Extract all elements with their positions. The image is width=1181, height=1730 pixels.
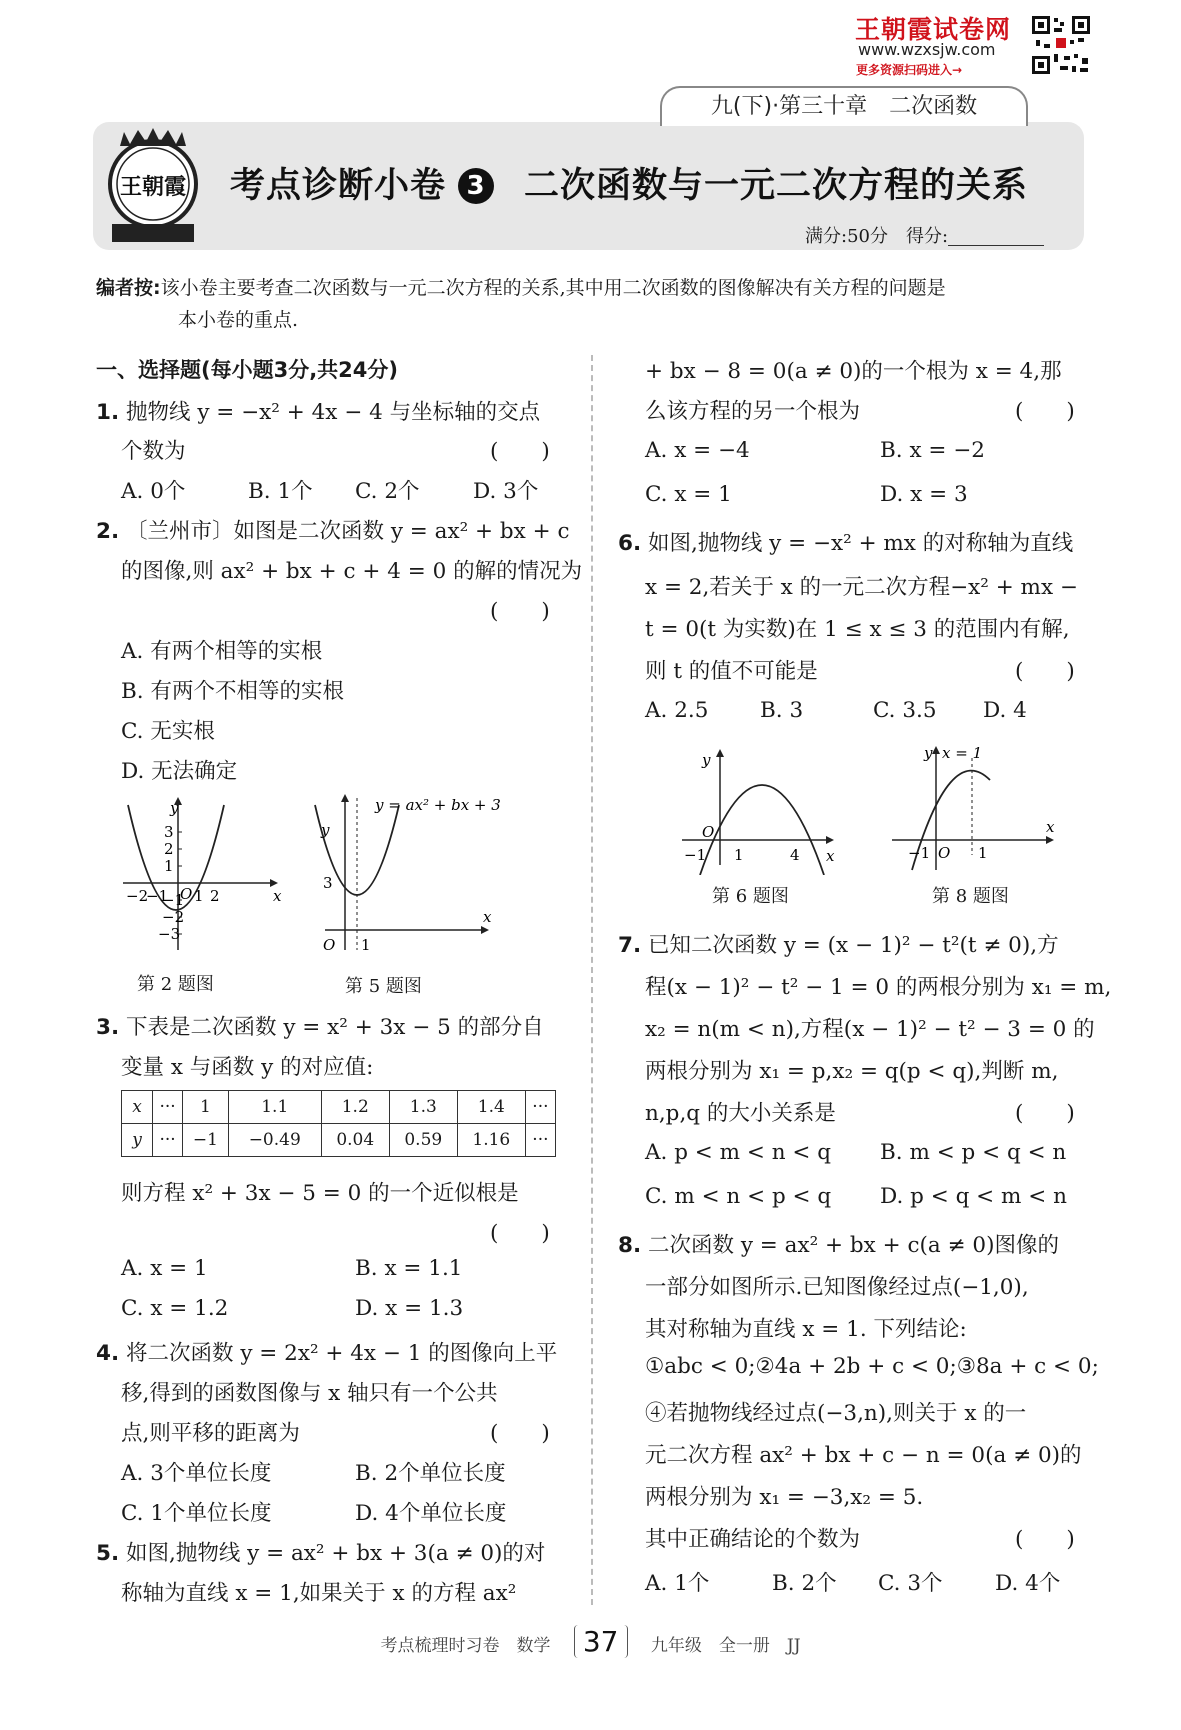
q5-option-d[interactable]: D. x = 3 — [880, 482, 968, 507]
q8-line5: ④若抛物线经过点(−3,n),则关于 x 的一 — [645, 1401, 1027, 1426]
fig6-caption: 第 6 题图 — [712, 886, 789, 907]
column-divider — [591, 355, 593, 1605]
q1-line1: 1. 抛物线 y = −x² + 4x − 4 与坐标轴的交点 — [96, 400, 541, 425]
q5-line3: + bx − 8 = 0(a ≠ 0)的一个根为 x = 4,那 — [645, 359, 1062, 384]
q6-figure — [680, 745, 845, 875]
q8-line2: 一部分如图所示.已知图像经过点(−1,0), — [645, 1275, 1029, 1300]
fig6-tick: −1 — [684, 846, 707, 864]
q6-answer-blank[interactable]: ( ) — [1015, 659, 1075, 684]
q7-line5: n,p,q 的大小关系是 — [645, 1101, 836, 1126]
page-title — [230, 158, 1028, 208]
page-number: 37 — [574, 1625, 628, 1658]
editor-line2: 本小卷的重点. — [178, 309, 299, 331]
section-heading: 一、选择题(每小题3分,共24分) — [96, 358, 399, 382]
fig2-origin: O — [180, 885, 193, 903]
fig5-caption: 第 5 题图 — [345, 976, 422, 997]
q4-line1: 4. 将二次函数 y = 2x² + 4x − 1 的图像向上平 — [96, 1341, 558, 1366]
q7-line4: 两根分别为 x₁ = p,x₂ = q(p < q),判断 m, — [645, 1059, 1059, 1084]
fig5-equation: y = ax² + bx + 3 — [375, 796, 501, 814]
q6-line1: 6. 如图,抛物线 y = −x² + mx 的对称轴为直线 — [618, 531, 1074, 556]
chapter-label: 九(下)·第三十章 二次函数 — [660, 86, 1028, 126]
brand-note: 更多资源扫码进入→ — [856, 63, 963, 77]
q3-line2: 变量 x 与函数 y 的对应值: — [121, 1055, 374, 1080]
fig5-tick: 1 — [361, 936, 371, 954]
q7-option-b[interactable]: B. m < p < q < n — [880, 1140, 1067, 1165]
fig2-tick-y: −3 — [158, 925, 181, 943]
q5-option-b[interactable]: B. x = −2 — [880, 438, 985, 463]
fig5-x-label: x — [483, 908, 492, 926]
table-row — [122, 1124, 556, 1157]
table-cell: 1.3 — [389, 1091, 457, 1124]
q5-answer-blank[interactable]: ( ) — [1015, 399, 1075, 424]
fig2-tick-y: −1 — [162, 891, 185, 909]
fig2-tick-x: 2 — [210, 887, 220, 905]
q7-line1: 7. 已知二次函数 y = (x − 1)² − t²(t ≠ 0),方 — [618, 933, 1059, 958]
q4-option-b[interactable]: B. 2个单位长度 — [355, 1461, 506, 1486]
score-label: 得分: — [905, 226, 949, 247]
q8-option-b[interactable]: B. 2个 — [772, 1571, 837, 1596]
score-blank[interactable] — [948, 227, 1044, 246]
q1-line2: 个数为 — [121, 439, 186, 464]
q5-line1: 5. 如图,抛物线 y = ax² + bx + 3(a ≠ 0)的对 — [96, 1541, 546, 1566]
q2-option-a[interactable]: A. 有两个相等的实根 — [121, 639, 323, 664]
table-cell: −1 — [183, 1124, 229, 1157]
q6-option-c[interactable]: C. 3.5 — [873, 698, 937, 723]
editor-note — [96, 272, 1088, 336]
q4-option-d[interactable]: D. 4个单位长度 — [355, 1501, 507, 1526]
q1-option-d[interactable]: D. 3个 — [473, 479, 539, 504]
fig2-tick-y: −2 — [162, 908, 185, 926]
q6-line4: 则 t 的值不可能是 — [645, 659, 818, 684]
q6-line2: x = 2,若关于 x 的一元二次方程−x² + mx − — [645, 575, 1078, 600]
fig2-tick-y: 1 — [164, 857, 174, 875]
table-row — [122, 1091, 556, 1124]
q3-option-d[interactable]: D. x = 1.3 — [355, 1296, 464, 1321]
q2-figure — [118, 795, 288, 955]
q2-answer-blank[interactable]: ( ) — [490, 599, 550, 624]
publisher-seal-icon — [104, 128, 202, 246]
q6-option-d[interactable]: D. 4 — [983, 698, 1027, 723]
table-cell: x — [122, 1091, 153, 1124]
fig8-origin: O — [938, 844, 951, 862]
table-cell: 1 — [183, 1091, 229, 1124]
q7-answer-blank[interactable]: ( ) — [1015, 1101, 1075, 1126]
q3-line3: 则方程 x² + 3x − 5 = 0 的一个近似根是 — [121, 1181, 519, 1206]
fig8-axis-label: x = 1 — [942, 744, 983, 762]
q8-option-c[interactable]: C. 3个 — [878, 1571, 943, 1596]
table-cell: 1.16 — [457, 1124, 525, 1157]
q7-line2: 程(x − 1)² − t² − 1 = 0 的两根分别为 x₁ = m, — [645, 975, 1112, 1000]
q1-option-a[interactable]: A. 0个 — [121, 479, 186, 504]
score-line — [805, 222, 1044, 248]
q8-option-a[interactable]: A. 1个 — [645, 1571, 710, 1596]
q2-option-b[interactable]: B. 有两个不相等的实根 — [121, 679, 344, 704]
fig6-y-label: y — [702, 751, 711, 769]
q3-answer-blank[interactable]: ( ) — [490, 1221, 550, 1246]
fig5-tick: 3 — [323, 874, 333, 892]
fig2-x-label: x — [273, 887, 282, 905]
value-table — [121, 1090, 556, 1157]
fig2-tick-y: 2 — [164, 840, 174, 858]
table-cell: ··· — [525, 1124, 555, 1157]
q8-line1: 8. 二次函数 y = ax² + bx + c(a ≠ 0)图像的 — [618, 1233, 1059, 1258]
q2-option-d[interactable]: D. 无法确定 — [121, 759, 238, 784]
table-cell: 1.1 — [228, 1091, 321, 1124]
q1-option-b[interactable]: B. 1个 — [248, 479, 313, 504]
q1-option-c[interactable]: C. 2个 — [355, 479, 420, 504]
q5-line2: 称轴为直线 x = 1,如果关于 x 的方程 ax² — [121, 1581, 517, 1606]
fig2-tick-x: −1 — [146, 887, 169, 905]
table-cell: −0.49 — [228, 1124, 321, 1157]
q2-line1: 2. 〔兰州市〕如图是二次函数 y = ax² + bx + c — [96, 519, 570, 544]
q7-option-d[interactable]: D. p < q < m < n — [880, 1184, 1067, 1209]
q6-option-a[interactable]: A. 2.5 — [645, 698, 709, 723]
q1-answer-blank[interactable]: ( ) — [490, 439, 550, 464]
table-cell: ··· — [525, 1091, 555, 1124]
fig5-y-label: y — [321, 821, 330, 839]
q7-line3: x₂ = n(m < n),方程(x − 1)² − t² − 3 = 0 的 — [645, 1017, 1095, 1042]
q8-option-d[interactable]: D. 4个 — [995, 1571, 1061, 1596]
q4-option-a[interactable]: A. 3个单位长度 — [121, 1461, 272, 1486]
q7-option-c[interactable]: C. m < n < p < q — [645, 1184, 832, 1209]
q4-line3: 点,则平移的距离为 — [121, 1421, 300, 1446]
q4-option-c[interactable]: C. 1个单位长度 — [121, 1501, 272, 1526]
page-footer — [0, 1625, 1181, 1658]
q2-line2: 的图像,则 ax² + bx + c + 4 = 0 的解的情况为 — [121, 559, 583, 584]
editor-label: 编者按: — [96, 277, 161, 299]
footer-left: 考点梳理时习卷 数学 — [380, 1636, 551, 1656]
q5-option-a[interactable]: A. x = −4 — [645, 438, 750, 463]
fig6-tick: 4 — [790, 846, 800, 864]
q8-figure — [890, 740, 1065, 875]
fig2-y-label: y — [170, 799, 179, 817]
q4-line2: 移,得到的函数图像与 x 轴只有一个公共 — [121, 1381, 498, 1406]
q3-line1: 3. 下表是二次函数 y = x² + 3x − 5 的部分自 — [96, 1015, 544, 1040]
q8-line8: 其中正确结论的个数为 — [645, 1527, 861, 1552]
table-cell: ··· — [153, 1091, 183, 1124]
fig8-tick: 1 — [978, 844, 988, 862]
footer-right: 九年级 全一册 JJ — [650, 1636, 801, 1656]
q8-line7: 两根分别为 x₁ = −3,x₂ = 5. — [645, 1485, 924, 1510]
full-score: 满分:50分 — [805, 226, 888, 247]
q6-line3: t = 0(t 为实数)在 1 ≤ x ≤ 3 的范围内有解, — [645, 617, 1070, 642]
fig5-origin: O — [323, 936, 336, 954]
q8-answer-blank[interactable]: ( ) — [1015, 1527, 1075, 1552]
fig2-tick-x: 1 — [194, 887, 204, 905]
q5-figure — [305, 790, 520, 955]
table-cell: 0.59 — [389, 1124, 457, 1157]
q3-option-a[interactable]: A. x = 1 — [121, 1256, 208, 1281]
q8-line4: ①abc < 0;②4a + 2b + c < 0;③8a + c < 0; — [645, 1354, 1099, 1379]
title-prefix: 考点诊断小卷 — [230, 166, 447, 206]
parabola — [700, 785, 824, 875]
fig2-tick-x: −2 — [126, 887, 149, 905]
fig8-tick: −1 — [908, 844, 931, 862]
fig2-caption: 第 2 题图 — [137, 974, 214, 995]
editor-line1: 该小卷主要考查二次函数与一元二次方程的关系,其中用二次函数的图像解决有关方程的问题是 — [160, 277, 946, 299]
fig8-x-label: x — [1046, 818, 1055, 836]
q3-option-c[interactable]: C. x = 1.2 — [121, 1296, 229, 1321]
qr-code-icon[interactable] — [1030, 14, 1092, 76]
table-cell: 1.4 — [457, 1091, 525, 1124]
fig6-origin: O — [702, 823, 715, 841]
table-cell: 0.04 — [321, 1124, 389, 1157]
fig6-x-label: x — [826, 847, 835, 865]
q5-option-c[interactable]: C. x = 1 — [645, 482, 732, 507]
q7-option-a[interactable]: A. p < m < n < q — [645, 1140, 832, 1165]
table-cell: 1.2 — [321, 1091, 389, 1124]
q5-line4: 么该方程的另一个根为 — [645, 399, 861, 424]
q8-line6: 元二次方程 ax² + bx + c − n = 0(a ≠ 0)的 — [645, 1443, 1082, 1468]
q6-option-b[interactable]: B. 3 — [760, 698, 804, 723]
fig6-tick: 1 — [734, 846, 744, 864]
table-cell: y — [122, 1124, 153, 1157]
q3-option-b[interactable]: B. x = 1.1 — [355, 1256, 463, 1281]
fig8-y-label: y — [924, 744, 933, 762]
fig2-tick-y: 3 — [164, 823, 174, 841]
title-main: 二次函数与一元二次方程的关系 — [524, 166, 1029, 206]
table-cell: ··· — [153, 1124, 183, 1157]
seal-text: 王朝霞 — [119, 174, 187, 200]
q4-answer-blank[interactable]: ( ) — [490, 1421, 550, 1446]
q8-line3: 其对称轴为直线 x = 1. 下列结论: — [645, 1317, 967, 1342]
q2-option-c[interactable]: C. 无实根 — [121, 719, 215, 744]
fig8-caption: 第 8 题图 — [932, 886, 1009, 907]
brand-url[interactable]: www.wzxsjw.com — [858, 40, 996, 59]
brand-name: 王朝霞试卷网 — [855, 15, 1012, 44]
title-number: 3 — [458, 168, 494, 204]
